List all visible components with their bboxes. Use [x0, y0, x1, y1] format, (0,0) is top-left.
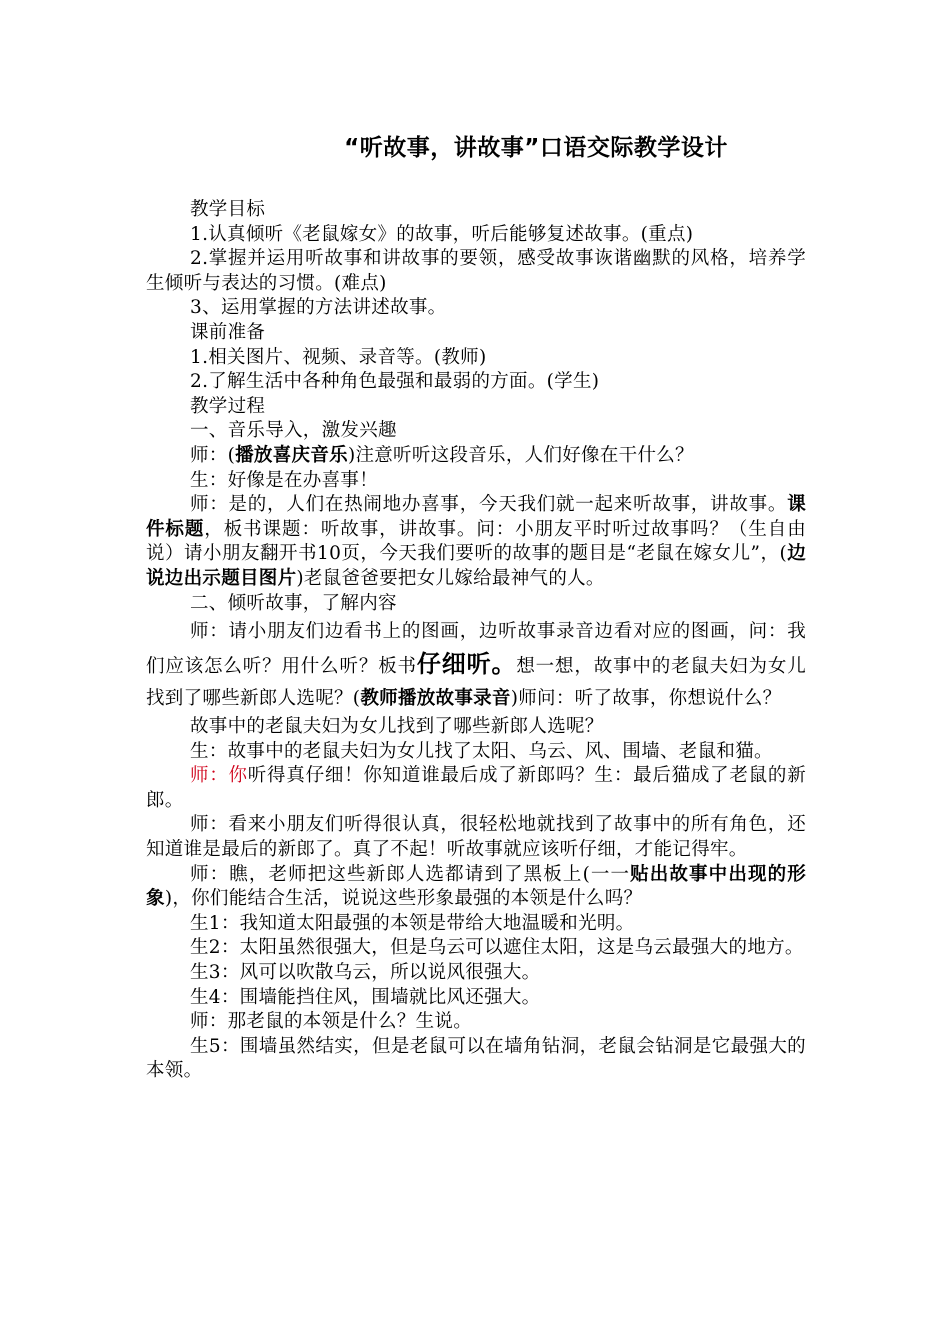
dialogue-paragraph: 师：看来小朋友们听得很认真，很轻松地就找到了故事中的所有角色，还知道谁是最后的新郎了。真了不起！听故事就应该听仔细，才能记得牢。	[146, 814, 806, 861]
red-text-run: 师：你	[190, 765, 248, 787]
text-run: 师：是的，人们在热闹地办喜事，今天我们就一起来听故事，讲故事。	[190, 494, 788, 516]
text-run: )师问：听了故事，你想说什么？	[510, 688, 782, 710]
prep-item: 1.相关图片、视频、录音等。(教师)	[190, 346, 487, 368]
section-heading-process: 教学过程	[190, 395, 266, 417]
text-run: 师：请小朋友们边看书上的图画，边听故事录音边看对应的图画，问：我们应该怎么听？用什么听？板书	[146, 621, 806, 678]
bold-run: 边说边出示题目图片	[146, 543, 806, 589]
text-run: )老鼠爸爸要把女儿嫁给最神气的人。	[296, 567, 605, 589]
dialogue-paragraph	[146, 764, 806, 813]
step-heading: 一、音乐导入，激发兴趣	[190, 420, 397, 442]
section-heading-goals: 教学目标	[190, 199, 266, 220]
text-run: 师：瞧，老师把这些新郎人选都请到了黑板上(一一	[190, 863, 631, 885]
step-heading: 二、倾听故事，了解内容	[190, 592, 397, 614]
section-heading-prep: 课前准备	[190, 321, 266, 343]
bold-run: 播放喜庆音乐	[235, 444, 348, 466]
bold-run: 教师播放故事录音	[360, 688, 511, 710]
dialogue-paragraph	[146, 493, 806, 591]
student-answer: 生5：围墙虽然结实，但是老鼠可以在墙角钻洞，老鼠会钻洞是它最强大的本领。	[146, 1035, 806, 1082]
dialogue-paragraph: 生：好像是在办喜事！	[190, 469, 379, 491]
large-bold-run: 仔细听。	[416, 649, 517, 679]
dialogue-paragraph	[146, 444, 806, 469]
prep-item: 2.了解生活中各种角色最强和最弱的方面。(学生)	[190, 371, 600, 393]
student-answer: 生4：围墙能挡住风，围墙就比风还强大。	[190, 986, 541, 1008]
student-answer: 生1：我知道太阳最强的本领是带给大地温暖和光明。	[190, 912, 635, 934]
goal-item: 3、运用掌握的方法讲述故事。	[190, 297, 447, 319]
document-title: “听故事，讲故事”口语交际教学设计	[344, 135, 728, 161]
text-run: ，板书课题：听故事，讲故事。问：小朋友平时听过故事吗？（生自由说）请小朋友翻开书10页，今天我们要听的故事的题目是“老鼠在嫁女儿”，(	[146, 518, 806, 565]
bold-run: 贴出故事中出现的形象	[146, 863, 806, 910]
dialogue-paragraph: 生：故事中的老鼠夫妇为女儿找了太阳、乌云、风、围墙、老鼠和猫。	[190, 740, 773, 762]
student-answer: 生3：风可以吹散乌云，所以说风很强大。	[190, 962, 541, 984]
dialogue-paragraph: 师：那老鼠的本领是什么？生说。	[190, 1011, 473, 1033]
text-run: 听得真仔细！你知道谁最后成了新郎吗？生：最后猫成了老鼠的新郎。	[146, 765, 806, 811]
bold-run: 课件标题	[146, 494, 806, 540]
text-run: )，你们能结合生活，说说这些形象最强的本领是什么吗？	[164, 888, 643, 910]
dialogue-paragraph	[146, 863, 806, 912]
text-run: 想一想，故事中的老鼠夫妇为女儿找到了哪些新郎人选呢？(	[146, 656, 807, 710]
text-run: )注意听听这段音乐，人们好像在干什么？	[347, 444, 694, 466]
student-answer: 生2：太阳虽然很强大，但是乌云可以遮住太阳，这是乌云最强大的地方。	[190, 937, 804, 959]
text-run: 师：(	[190, 444, 236, 466]
dialogue-paragraph: 故事中的老鼠夫妇为女儿找到了哪些新郎人选呢？	[190, 716, 604, 738]
dialogue-paragraph	[146, 616, 806, 715]
goal-item: 1.认真倾听《老鼠嫁女》的故事，听后能够复述故事。(重点)	[190, 223, 694, 245]
goal-item: 2.掌握并运用听故事和讲故事的要领，感受故事诙谐幽默的风格，培养学生倾听与表达的习惯。(难点)	[146, 248, 806, 294]
